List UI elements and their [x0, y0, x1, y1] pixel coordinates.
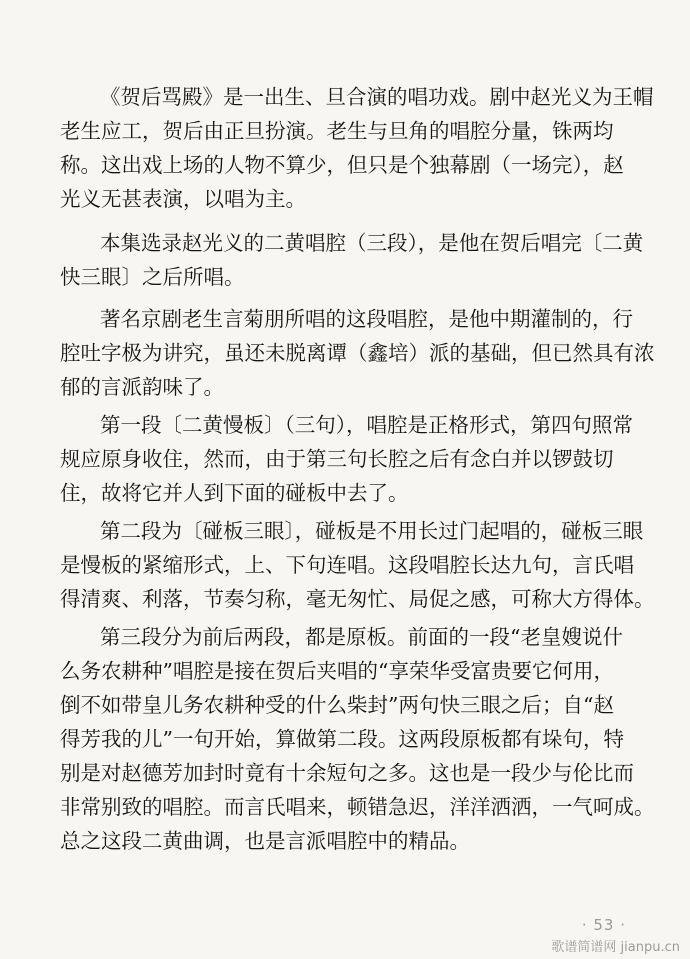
text-line: 规应原身收住，然而，由于第三句长腔之后有念白并以锣鼓切: [60, 447, 614, 471]
text-line: 别是对赵德芳加封时竟有十余短句之多。这也是一段少与伦比而: [60, 761, 634, 785]
paragraph-4: [60, 408, 636, 510]
text-line: 得清爽、利落，节奏匀称，毫无匆忙、局促之感，可称大方得体。: [60, 587, 655, 611]
paragraph-5: [60, 514, 655, 616]
paragraph-2: [60, 226, 644, 294]
watermark: 歌谱简谱网 jianpu.cn: [551, 940, 680, 955]
text-line: 是慢板的紧缩形式，上、下句连唱。这段唱腔长达九句，言氏唱: [60, 553, 634, 577]
text-line: 第一段〔二黄慢板〕（三句），唱腔是正格形式，第四句照常: [100, 413, 633, 437]
paragraph-3: [60, 302, 655, 404]
text-line: 著名京剧老生言菊朋所唱的这段唱腔，是他中期灌制的，行: [100, 307, 633, 331]
text-line: 老生应工，贺后由正旦扮演。老生与旦角的唱腔分量，铢两均: [60, 119, 614, 143]
text-line: 得芳我的儿”一句开始，算做第二段。这两段原板都有垛句，特: [60, 727, 624, 751]
text-line: 腔吐字极为讲究，虽还未脱离谭（鑫培）派的基础，但已然具有浓: [60, 341, 655, 365]
paragraph-1: [60, 80, 654, 216]
text-line: 郁的言派韵味了。: [60, 375, 224, 399]
text-line: 总之这段二黄曲调，也是言派唱腔中的精品。: [60, 829, 470, 853]
text-line: 称。这出戏上场的人物不算少，但只是个独幕剧（一场完），赵: [60, 153, 624, 177]
text-line: 么务农耕种”唱腔是接在贺后夹唱的“享荣华受富贵要它何用，: [60, 659, 614, 683]
text-line: 《贺后骂殿》是一出生、旦合演的唱功戏。剧中赵光义为王帽: [100, 85, 654, 109]
text-line: 光义无甚表演，以唱为主。: [60, 187, 306, 211]
text-line: 第二段为〔碰板三眼〕，碰板是不用长过门起唱的，碰板三眼: [100, 519, 644, 543]
page-number: · 53 ·: [581, 916, 626, 934]
text-line: 第三段分为前后两段，都是原板。前面的一段“老皇嫂说什: [100, 625, 623, 649]
text-line: 快三眼〕之后所唱。: [60, 265, 245, 289]
text-line: 本集选录赵光义的二黄唱腔（三段），是他在贺后唱完〔二黄: [100, 231, 644, 255]
text-line: 非常别致的唱腔。而言氏唱来，顿错急迟，洋洋洒洒，一气呵成。: [60, 795, 655, 819]
paragraph-6: [60, 620, 655, 858]
text-line: 住，故将它并人到下面的碰板中去了。: [60, 481, 409, 505]
text-line: 倒不如带皇儿务农耕种受的什么柴封”两句快三眼之后；自“赵: [60, 693, 614, 717]
